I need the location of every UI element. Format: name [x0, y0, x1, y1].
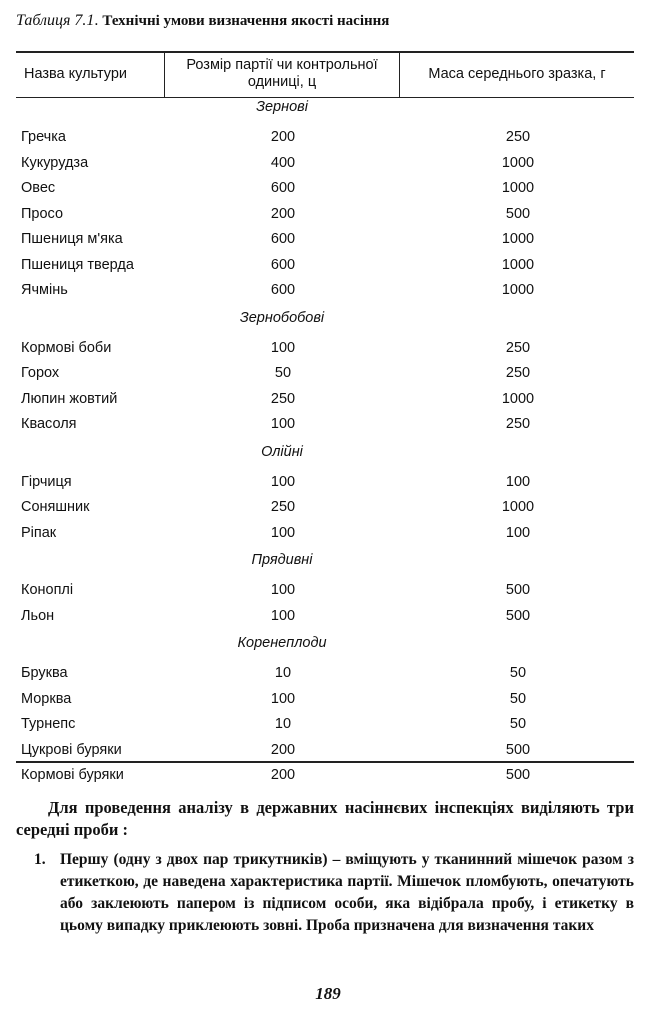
table-row: [0, 365, 656, 385]
header-crop-name: Назва культури: [24, 65, 128, 82]
table-row: [0, 582, 656, 602]
lot-size: 100: [270, 690, 296, 707]
crop-name: Гречка: [21, 129, 66, 145]
table-caption: Таблиця 7.1. Технічні умови визначення якості насіння: [16, 12, 390, 29]
sample-mass: 50: [509, 690, 527, 707]
sample-mass: 1000: [501, 499, 535, 515]
sample-mass: 500: [505, 767, 531, 783]
group-title: Коренеплоди: [237, 635, 327, 651]
sample-mass: 100: [505, 473, 531, 490]
table-row: [0, 391, 656, 411]
sample-mass: 250: [505, 339, 531, 356]
table-number: Таблиця 7.1: [16, 12, 95, 29]
sample-mass: 500: [505, 741, 531, 758]
table-row: [0, 665, 656, 685]
list-item-text: Першу (одну з двох пар трикутників) – вміщують у тканинний мішечок разом з етикеткою, де наведена характеристика партії. Мішечок пломбують, опечатують або заклеюють папером із підписом особи, яка відібрала пробу, і етикетку в цьому випадку приклеюють зовні. Проба призначена для визначення таких: [60, 851, 634, 934]
group-title: Зернові: [256, 99, 308, 115]
sample-mass: 1000: [501, 154, 535, 171]
sample-mass: 1000: [501, 390, 535, 407]
table-bottom-rule: [16, 761, 634, 763]
header-lot-size: Розмір партії чи контрольної одиниці, ц: [186, 57, 378, 90]
sample-mass: 500: [505, 582, 531, 598]
sample-mass: 500: [505, 607, 531, 624]
table-row: [0, 129, 656, 149]
table-row: [0, 474, 656, 494]
lot-size: 600: [270, 180, 296, 196]
crop-name: Бруква: [21, 665, 68, 681]
lot-size: 10: [274, 665, 292, 681]
sample-mass: 50: [509, 665, 527, 681]
sample-mass: 1000: [501, 282, 535, 298]
table-row: [0, 525, 656, 545]
lot-size: 100: [270, 582, 296, 598]
lot-size: 600: [270, 282, 296, 298]
lot-size: 50: [274, 365, 292, 381]
header-sample-mass: Маса середнього зразка, г: [428, 65, 606, 82]
table-row: [0, 716, 656, 736]
lot-size: 100: [270, 473, 296, 490]
lot-size: 200: [270, 129, 296, 145]
list-item: [34, 849, 634, 937]
table-row: [0, 155, 656, 175]
sample-mass: 1000: [501, 180, 535, 196]
table-row: [0, 231, 656, 251]
sample-mass: 250: [505, 129, 531, 145]
table-row: [0, 608, 656, 628]
crop-name: Кормові буряки: [21, 767, 124, 783]
table-row: [0, 257, 656, 277]
crop-name: Льон: [21, 607, 55, 624]
list-item-marker: 1.: [34, 851, 46, 868]
crop-name: Пшениця м'яка: [21, 231, 123, 247]
crop-name: Квасоля: [21, 416, 77, 432]
crop-name: Соняшник: [21, 499, 90, 515]
sample-mass: 250: [505, 416, 531, 432]
crop-name: Цукрові буряки: [21, 741, 122, 758]
table-row: [0, 691, 656, 711]
table-row: [0, 282, 656, 302]
crop-name: Пшениця тверда: [21, 256, 134, 273]
table-row: [0, 180, 656, 200]
table-row: [0, 206, 656, 226]
lot-size: 200: [270, 205, 296, 222]
group-title: Олійні: [261, 443, 303, 460]
table-row: [0, 416, 656, 436]
lot-size: 400: [270, 154, 296, 171]
body-paragraph: Для проведення аналізу в державних насіннєвих інспекціях виділяють три середні проби :: [16, 798, 634, 839]
table-row: [0, 499, 656, 519]
lot-size: 100: [270, 339, 296, 356]
crop-name: Ячмінь: [21, 282, 68, 298]
crop-name: Люпин жовтий: [21, 390, 118, 407]
sample-mass: 50: [509, 716, 527, 732]
lot-size: 200: [270, 767, 296, 783]
lot-size: 600: [270, 256, 296, 273]
sample-mass: 250: [505, 365, 531, 381]
crop-name: Кормові боби: [21, 339, 112, 356]
lot-size: 600: [270, 231, 296, 247]
group-title: Зернобобові: [239, 309, 325, 326]
sample-mass: 100: [505, 524, 531, 541]
group-title: Прядивні: [251, 552, 313, 568]
crop-name: Коноплі: [21, 582, 74, 598]
crop-name: Овес: [21, 180, 56, 196]
crop-name: Морква: [21, 690, 72, 707]
sample-mass: 500: [505, 205, 531, 222]
crop-name: Просо: [21, 205, 64, 222]
lot-size: 100: [270, 416, 296, 432]
table-row: [0, 767, 656, 787]
table-title: Технічні умови визначення якості насіння: [102, 13, 390, 29]
crop-name: Кукурудза: [21, 154, 89, 171]
table-row: [0, 340, 656, 360]
table-row: [0, 742, 656, 762]
page-number: 189: [315, 984, 341, 1003]
crop-name: Ріпак: [21, 524, 57, 541]
lot-size: 250: [270, 499, 296, 515]
lot-size: 100: [270, 524, 296, 541]
lot-size: 250: [270, 390, 296, 407]
crop-name: Турнепс: [21, 716, 76, 732]
sample-mass: 1000: [501, 256, 535, 273]
sample-mass: 1000: [501, 231, 535, 247]
crop-name: Гірчиця: [21, 473, 72, 490]
crop-name: Горох: [21, 365, 60, 381]
lot-size: 200: [270, 741, 296, 758]
table-body: [0, 97, 656, 783]
lot-size: 10: [274, 716, 292, 732]
lot-size: 100: [270, 607, 296, 624]
